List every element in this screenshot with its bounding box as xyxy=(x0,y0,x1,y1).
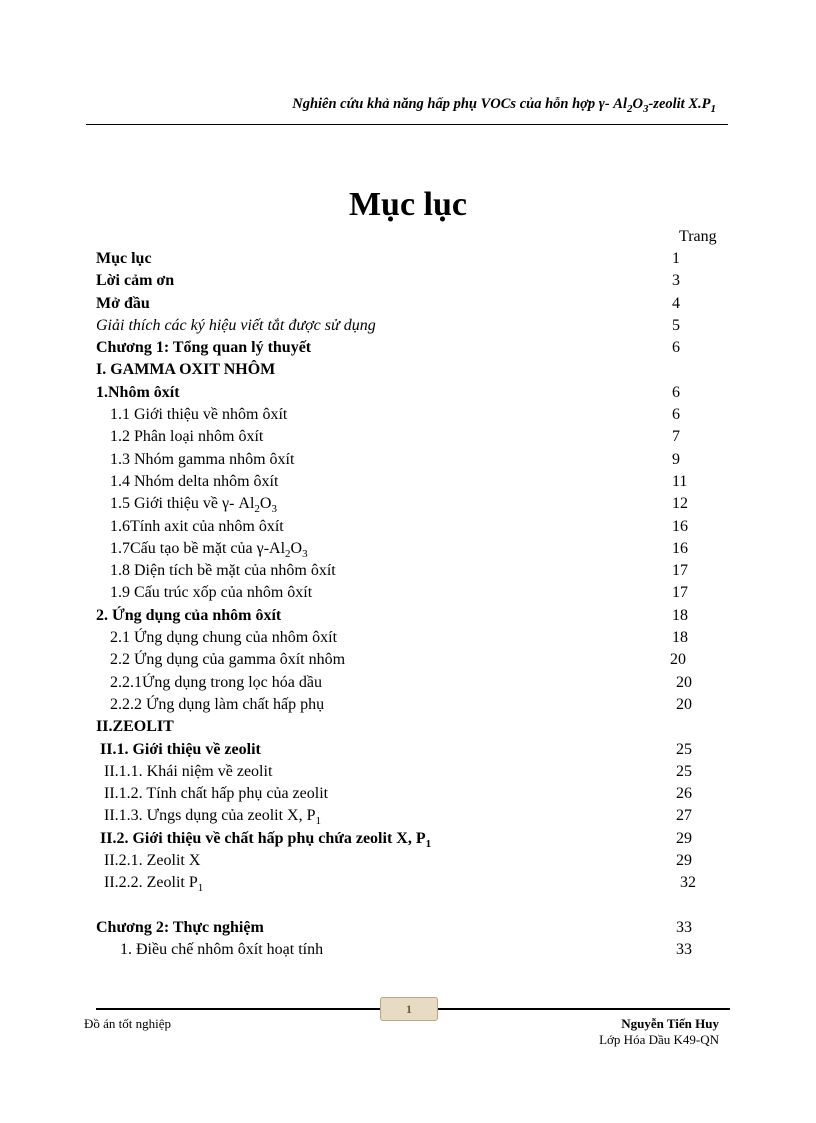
toc-entry-II-2[interactable]: II.2. Giới thiệu về chất hấp phụ chứa zeolit X, $P_1$ 29 xyxy=(100,829,692,850)
toc-entry-1-8[interactable]: 1.8 Diện tích bề mặt của nhôm ôxít 17 xyxy=(110,562,688,580)
toc-entry-muc-luc[interactable]: Mục lục 1 xyxy=(96,250,680,267)
header-rule xyxy=(86,124,728,125)
running-header: Nghiên cứu khả năng hấp phụ VOCs của hỗn hợp γ- $Al_2O_3$-zeolit $X.P_1$ xyxy=(292,96,716,115)
toc-entry-gamma-oxit-nhom[interactable]: I. GAMMA OXIT NHÔM xyxy=(96,361,276,379)
toc-entry-zeolit[interactable]: II.ZEOLIT xyxy=(96,718,174,736)
toc-entry-mo-dau[interactable]: Mở đầu 4 xyxy=(96,294,680,312)
page-number-badge: 1 xyxy=(380,997,438,1021)
toc-entry-1-5[interactable]: 1.5 Giới thiệu về γ- $Al_2O_3$ 12 xyxy=(110,495,688,516)
toc-entry-2-2-2[interactable]: 2.2.2 Ứng dụng làm chất hấp phụ 20 xyxy=(110,695,692,713)
toc-entry-II-1-3[interactable]: II.1.3. Ưngs dụng của zeolit X, $P_1$ 27 xyxy=(104,807,692,828)
toc-entry-1-3[interactable]: 1.3 Nhóm gamma nhôm ôxít 9 xyxy=(110,450,680,468)
toc-entry-1-9[interactable]: 1.9 Cấu trúc xốp của nhôm ôxít 17 xyxy=(110,584,688,602)
page-title: Mục lục xyxy=(348,186,468,223)
toc-entry-II-2-2[interactable]: II.2.2. Zeolit $P_1$ 32 xyxy=(104,874,696,895)
toc-entry-II-1[interactable]: II.1. Giới thiệu về zeolit 25 xyxy=(100,740,692,758)
toc-entry-2-2-1[interactable]: 2.2.1Ứng dụng trong lọc hóa dầu 20 xyxy=(110,673,692,691)
toc-entry-1[interactable]: 1.Nhôm ôxít 6 xyxy=(96,383,680,401)
toc-entry-chuong-2-1[interactable]: 1. Điều chế nhôm ôxít hoạt tính 33 xyxy=(120,941,692,959)
toc-entry-1-1[interactable]: 1.1 Giới thiệu về nhôm ôxít 6 xyxy=(110,406,680,424)
toc-entry-II-1-1[interactable]: II.1.1. Khái niệm về zeolit 25 xyxy=(104,762,692,780)
table-of-contents xyxy=(96,248,736,962)
toc-entry-loi-cam-on[interactable]: Lời cảm ơn 3 xyxy=(96,272,680,290)
toc-entry-chuong-2[interactable]: Chương 2: Thực nghiệm 33 xyxy=(96,918,692,936)
footer-rule-left xyxy=(96,1008,380,1010)
toc-entry-2-2[interactable]: 2.2 Ứng dụng của gamma ôxít nhôm 20 xyxy=(110,651,686,669)
footer-author: Nguyễn Tiến Huy xyxy=(621,1016,719,1031)
toc-entry-1-6[interactable]: 1.6Tính axit của nhôm ôxít 16 xyxy=(110,517,688,535)
toc-entry-II-1-2[interactable]: II.1.2. Tính chất hấp phụ của zeolit 26 xyxy=(104,785,692,803)
toc-entry-2-1[interactable]: 2.1 Ứng dụng chung của nhôm ôxít 18 xyxy=(110,629,688,647)
toc-entry-ky-hieu[interactable]: Giải thích các ký hiệu viết tắt được sử dụng 5 xyxy=(96,316,680,334)
toc-entry-II-2-1[interactable]: II.2.1. Zeolit X 29 xyxy=(104,852,692,870)
footer-rule-right xyxy=(436,1008,730,1010)
toc-entry-chuong-1[interactable]: Chương 1: Tổng quan lý thuyết 6 xyxy=(96,339,680,357)
footer-class: Lớp Hóa Dầu K49-QN xyxy=(599,1032,719,1047)
toc-entry-1-7[interactable]: 1.7Cấu tạo bề mặt của $\gamma-Al_2O_3$ 16 xyxy=(110,539,688,561)
footer-document-type: Đồ án tốt nghiệp xyxy=(84,1016,172,1031)
toc-entry-1-4[interactable]: 1.4 Nhóm delta nhôm ôxít 11 xyxy=(110,472,688,490)
toc-spacer xyxy=(96,895,736,917)
toc-entry-2[interactable]: 2. Ứng dụng của nhôm ôxít 18 xyxy=(96,606,688,624)
toc-entry-1-2[interactable]: 1.2 Phân loại nhôm ôxít 7 xyxy=(110,428,680,446)
page-column-header: Trang xyxy=(679,228,717,245)
